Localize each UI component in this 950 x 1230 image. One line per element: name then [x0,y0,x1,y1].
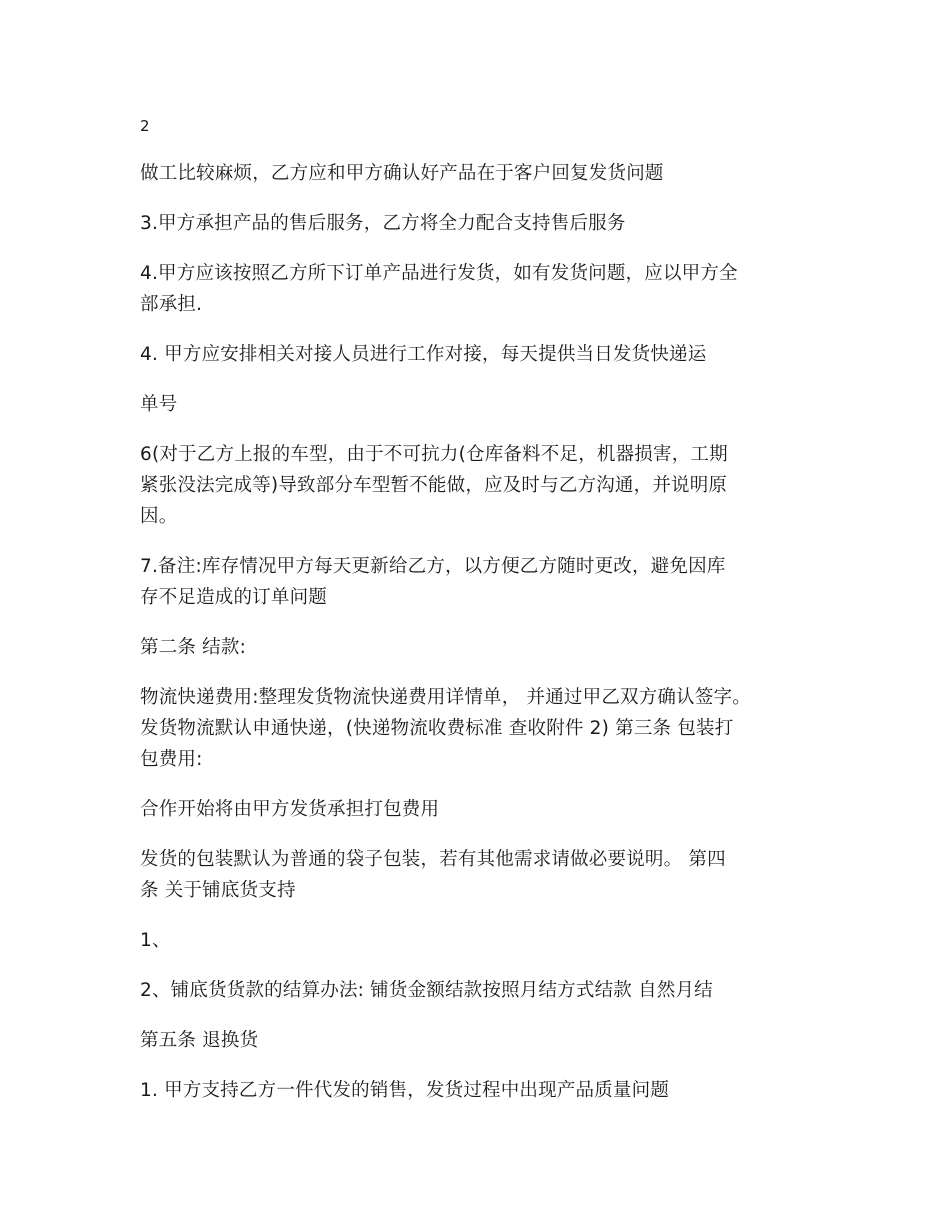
text-line: 发货物流默认申通快递，(快递物流收费标准 查收附件 2) 第三条 包装打 [140,718,734,739]
text-line: 存不足造成的订单问题 [140,587,328,608]
text-line: 3.甲方承担产品的售后服务，乙方将全力配合支持售后服务 [140,213,626,234]
text-line: 物流快递费用:整理发货物流快递费用详情单， 并通过甲乙双方确认签字。 [140,687,751,708]
text-line: 6(对于乙方上报的车型，由于不可抗力(仓库备料不足，机器损害，工期 [140,444,728,465]
text-line: 条 关于铺底货支持 [140,880,296,901]
section-heading [140,632,812,663]
paragraph [140,975,812,1006]
paragraph [140,925,812,956]
section-heading [140,1025,812,1056]
text-line: 合作开始将由甲方发货承担打包费用 [140,799,440,820]
text-line: 第二条 结款: [140,637,247,658]
paragraph [140,439,812,532]
text-line: 4.甲方应该按照乙方所下订单产品进行发货，如有发货问题，应以甲方全 [140,263,738,284]
page-number: 2 [140,117,150,135]
paragraph [140,208,812,239]
paragraph [140,682,812,775]
text-line: 紧张没法完成等)导致部分车型暂不能做，应及时与乙方沟通，并说明原 [140,475,728,496]
text-line: 7.备注:库存情况甲方每天更新给乙方，以方便乙方随时更改，避免因库 [140,556,726,577]
text-line: 1. 甲方支持乙方一件代发的销售，发货过程中出现产品质量问题 [140,1080,670,1101]
text-line: 单号 [140,394,178,415]
text-line: 包费用: [140,749,203,770]
text-line: 2、铺底货货款的结算办法: 铺货金额结款按照月结方式结款 自然月结 [140,980,713,1001]
text-line: 发货的包装默认为普通的袋子包装，若有其他需求请做必要说明。 第四 [140,849,726,870]
paragraph [140,551,812,613]
paragraph [140,1075,812,1106]
text-line: 1、 [140,930,171,951]
text-line: 4. 甲方应安排相关对接人员进行工作对接，每天提供当日发货快递运 [140,344,707,365]
paragraph [140,258,812,320]
text-line: 第五条 退换货 [140,1030,259,1051]
text-line: 做工比较麻烦，乙方应和甲方确认好产品在于客户回复发货问题 [140,163,664,184]
document-body [140,158,812,1125]
text-line: 因。 [140,506,178,527]
paragraph [140,794,812,825]
paragraph [140,158,812,189]
paragraph [140,844,812,906]
text-line: 部承担. [140,294,203,315]
paragraph [140,389,812,420]
paragraph [140,339,812,370]
